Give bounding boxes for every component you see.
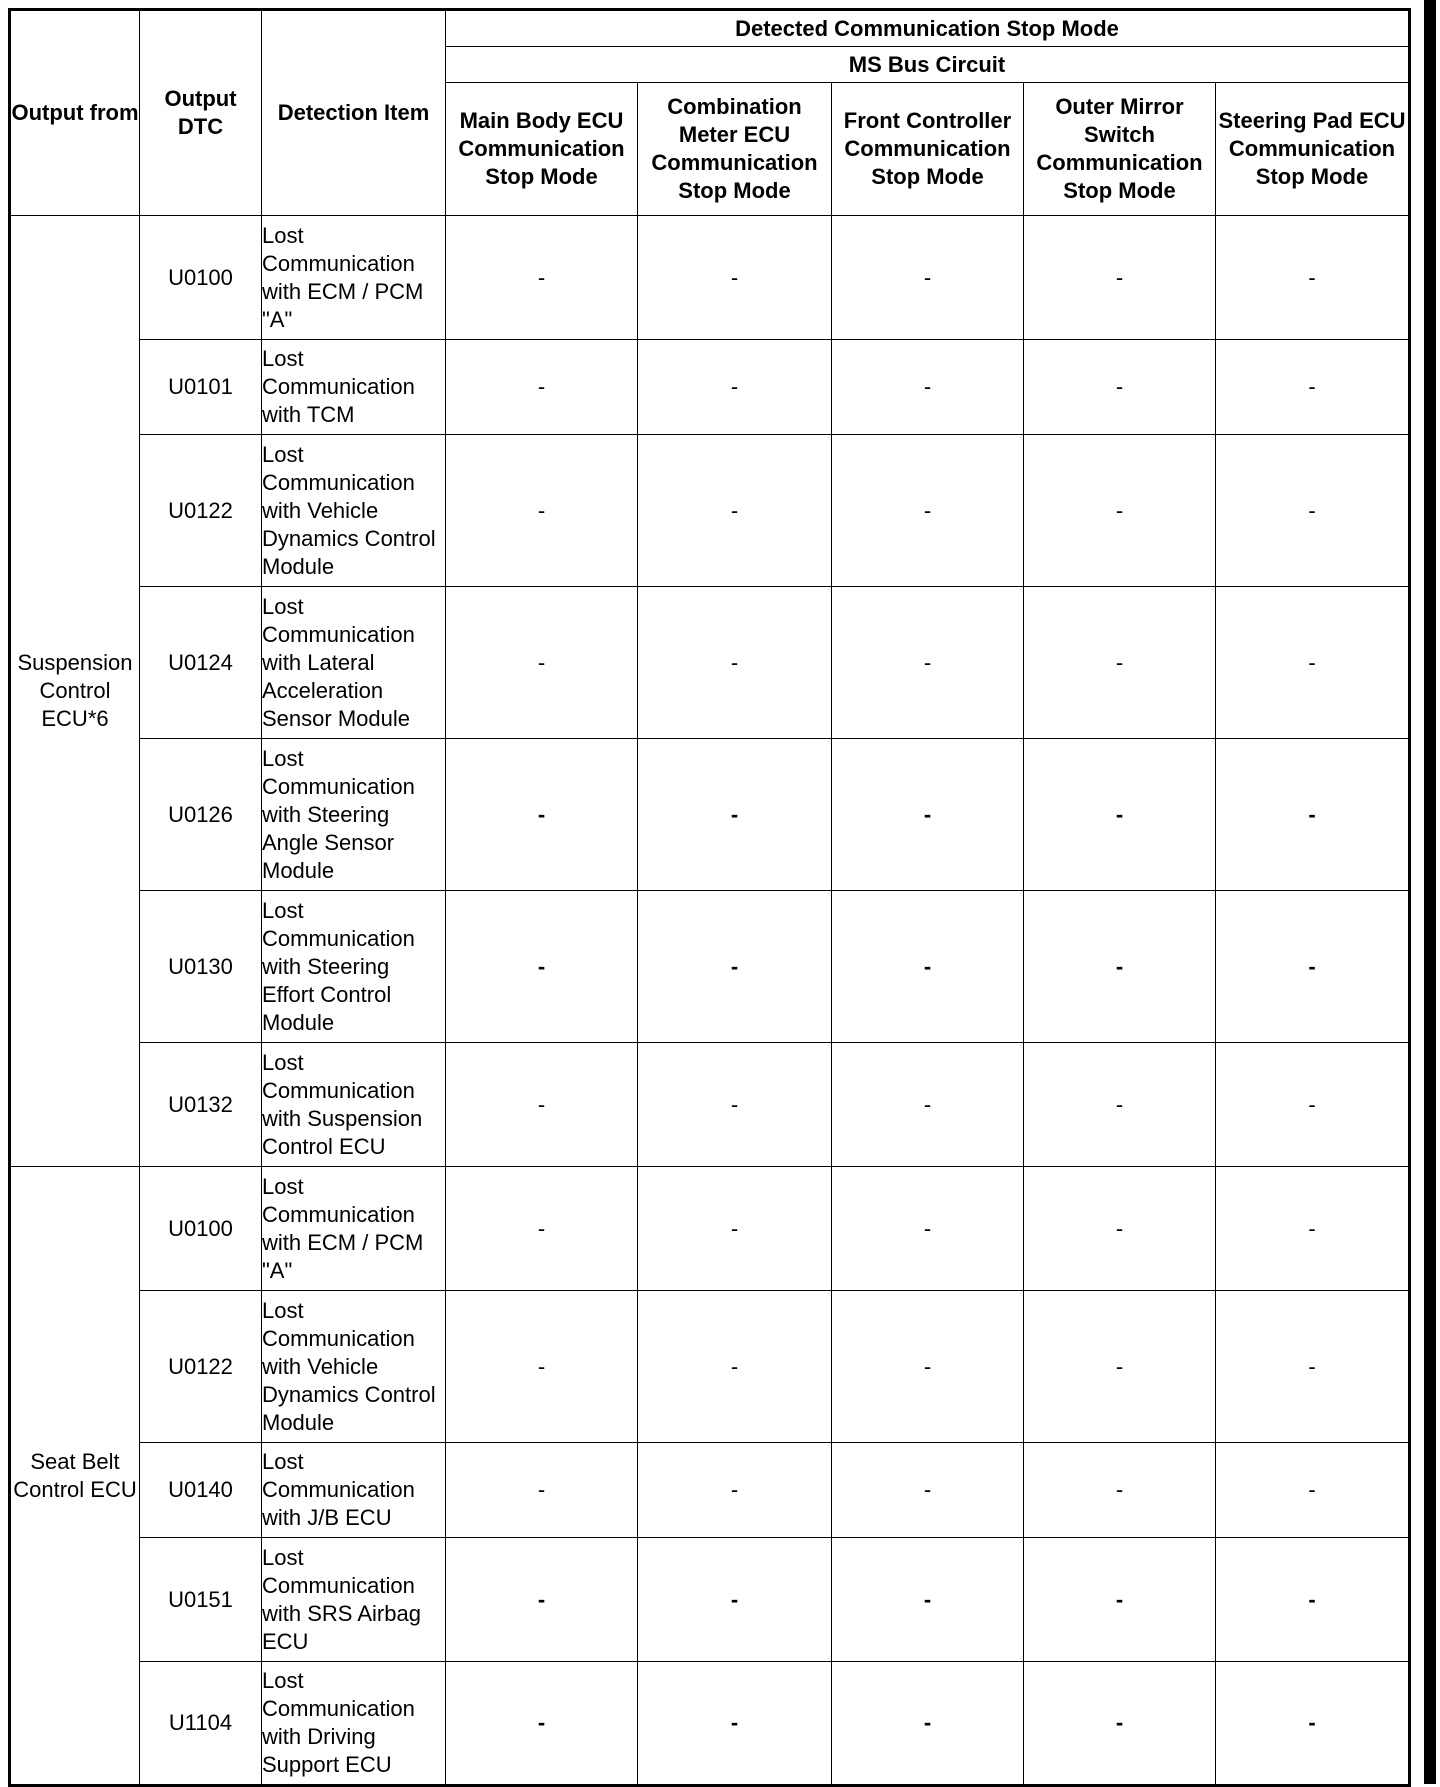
header-mode-steering-pad: Steering Pad ECU Communication Stop Mode (1216, 83, 1410, 216)
stop-mode-value-cell: - (638, 340, 832, 435)
stop-mode-value-cell: - (1216, 1043, 1410, 1167)
stop-mode-value-cell: - (1216, 1167, 1410, 1291)
detection-item-cell: Lost Communication with Vehicle Dynamics Control Module (262, 1291, 446, 1443)
stop-mode-value-cell: - (446, 216, 638, 340)
stop-mode-value-cell: - (832, 216, 1024, 340)
dtc-code-cell: U0122 (140, 1291, 262, 1443)
dtc-code-cell: U0140 (140, 1443, 262, 1538)
table-row (10, 739, 1410, 891)
stop-mode-value-cell: - (638, 435, 832, 587)
stop-mode-value-cell: - (1024, 340, 1216, 435)
stop-mode-value-cell: - (1024, 216, 1216, 340)
stop-mode-value-cell: - (1216, 340, 1410, 435)
stop-mode-value-cell: - (832, 1043, 1024, 1167)
table-row (10, 891, 1410, 1043)
stop-mode-value-cell: - (832, 1291, 1024, 1443)
header-mode-front-controller: Front Controller Communication Stop Mode (832, 83, 1024, 216)
table-row (10, 435, 1410, 587)
stop-mode-value-cell: - (832, 1167, 1024, 1291)
dtc-code-cell: U0126 (140, 739, 262, 891)
stop-mode-value-cell: - (638, 891, 832, 1043)
stop-mode-value-cell: - (1024, 1167, 1216, 1291)
dtc-code-cell: U0130 (140, 891, 262, 1043)
stop-mode-value-cell: - (1024, 1443, 1216, 1538)
detection-item-cell: Lost Communication with Suspension Control ECU (262, 1043, 446, 1167)
stop-mode-value-cell: - (1024, 891, 1216, 1043)
stop-mode-value-cell: - (638, 1538, 832, 1662)
table-body (10, 216, 1410, 1786)
stop-mode-value-cell: - (1216, 891, 1410, 1043)
dtc-table-sheet (8, 8, 1414, 1776)
header-mode-combination-meter: Combination Meter ECU Communication Stop Mode (638, 83, 832, 216)
table-row (10, 1443, 1410, 1538)
stop-mode-value-cell: - (1024, 587, 1216, 739)
table-row (10, 1538, 1410, 1662)
stop-mode-value-cell: - (446, 340, 638, 435)
stop-mode-value-cell: - (446, 1167, 638, 1291)
table-row (10, 216, 1410, 340)
stop-mode-value-cell: - (446, 739, 638, 891)
stop-mode-value-cell: - (832, 1538, 1024, 1662)
stop-mode-value-cell: - (832, 1443, 1024, 1538)
stop-mode-value-cell: - (1024, 1662, 1216, 1786)
detection-item-cell: Lost Communication with TCM (262, 340, 446, 435)
stop-mode-value-cell: - (832, 435, 1024, 587)
detection-item-cell: Lost Communication with Driving Support ECU (262, 1662, 446, 1786)
stop-mode-value-cell: - (638, 1043, 832, 1167)
stop-mode-value-cell: - (1216, 1291, 1410, 1443)
stop-mode-value-cell: - (446, 435, 638, 587)
dtc-code-cell: U0100 (140, 216, 262, 340)
detection-item-cell: Lost Communication with ECM / PCM "A" (262, 1167, 446, 1291)
stop-mode-value-cell: - (446, 1538, 638, 1662)
stop-mode-value-cell: - (638, 1291, 832, 1443)
header-mode-main-body: Main Body ECU Communication Stop Mode (446, 83, 638, 216)
output-from-cell: Suspension Control ECU*6 (10, 216, 140, 1167)
header-mode-outer-mirror: Outer Mirror Switch Communication Stop Mode (1024, 83, 1216, 216)
stop-mode-value-cell: - (1024, 435, 1216, 587)
header-detection-item: Detection Item (262, 10, 446, 216)
dtc-code-cell: U0132 (140, 1043, 262, 1167)
stop-mode-value-cell: - (1216, 587, 1410, 739)
stop-mode-value-cell: - (446, 1443, 638, 1538)
stop-mode-value-cell: - (1216, 1662, 1410, 1786)
stop-mode-value-cell: - (446, 587, 638, 739)
stop-mode-value-cell: - (1024, 1538, 1216, 1662)
stop-mode-value-cell: - (832, 891, 1024, 1043)
table-row (10, 1167, 1410, 1291)
detection-item-cell: Lost Communication with Steering Angle Sensor Module (262, 739, 446, 891)
stop-mode-value-cell: - (638, 216, 832, 340)
stop-mode-value-cell: - (832, 739, 1024, 891)
stop-mode-value-cell: - (1216, 216, 1410, 340)
stop-mode-value-cell: - (638, 1443, 832, 1538)
stop-mode-value-cell: - (1216, 739, 1410, 891)
stop-mode-value-cell: - (832, 1662, 1024, 1786)
page-edge-bar (1424, 0, 1436, 1784)
dtc-code-cell: U0151 (140, 1538, 262, 1662)
stop-mode-value-cell: - (1216, 435, 1410, 587)
header-ms-bus-circuit: MS Bus Circuit (446, 47, 1410, 83)
stop-mode-value-cell: - (446, 1662, 638, 1786)
stop-mode-value-cell: - (638, 739, 832, 891)
stop-mode-value-cell: - (446, 1291, 638, 1443)
stop-mode-value-cell: - (1024, 739, 1216, 891)
dtc-code-cell: U1104 (140, 1662, 262, 1786)
stop-mode-value-cell: - (446, 891, 638, 1043)
header-output-from: Output from (10, 10, 140, 216)
output-from-cell: Seat Belt Control ECU (10, 1167, 140, 1786)
table-row (10, 587, 1410, 739)
dtc-table (8, 8, 1411, 1787)
stop-mode-value-cell: - (638, 1167, 832, 1291)
table-row (10, 1043, 1410, 1167)
dtc-code-cell: U0122 (140, 435, 262, 587)
stop-mode-value-cell: - (1216, 1538, 1410, 1662)
detection-item-cell: Lost Communication with Lateral Acceleration Sensor Module (262, 587, 446, 739)
stop-mode-value-cell: - (1024, 1291, 1216, 1443)
table-row (10, 340, 1410, 435)
dtc-code-cell: U0100 (140, 1167, 262, 1291)
dtc-code-cell: U0101 (140, 340, 262, 435)
stop-mode-value-cell: - (638, 1662, 832, 1786)
detection-item-cell: Lost Communication with SRS Airbag ECU (262, 1538, 446, 1662)
stop-mode-value-cell: - (832, 587, 1024, 739)
detection-item-cell: Lost Communication with Steering Effort Control Module (262, 891, 446, 1043)
stop-mode-value-cell: - (1216, 1443, 1410, 1538)
table-row (10, 1662, 1410, 1786)
table-row (10, 1291, 1410, 1443)
stop-mode-value-cell: - (832, 340, 1024, 435)
stop-mode-value-cell: - (1024, 1043, 1216, 1167)
stop-mode-value-cell: - (446, 1043, 638, 1167)
detection-item-cell: Lost Communication with ECM / PCM "A" (262, 216, 446, 340)
stop-mode-value-cell: - (638, 587, 832, 739)
detection-item-cell: Lost Communication with Vehicle Dynamics Control Module (262, 435, 446, 587)
header-output-dtc: Output DTC (140, 10, 262, 216)
header-detected-stop-mode: Detected Communication Stop Mode (446, 10, 1410, 47)
dtc-code-cell: U0124 (140, 587, 262, 739)
detection-item-cell: Lost Communication with J/B ECU (262, 1443, 446, 1538)
